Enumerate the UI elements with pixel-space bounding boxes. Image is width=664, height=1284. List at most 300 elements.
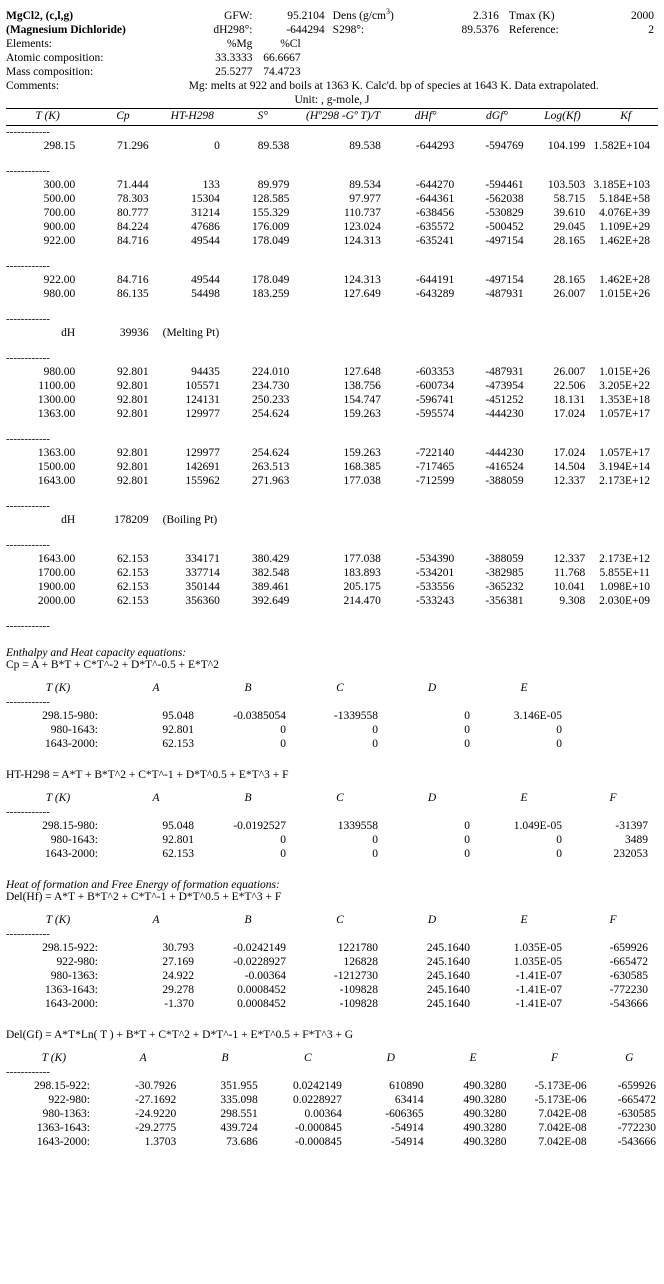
table-cell: -594461 — [485, 178, 524, 191]
table-cell: 0 — [464, 737, 470, 750]
table-cell: 92.801 — [162, 723, 194, 736]
table-cell: 142691 — [185, 460, 220, 473]
tmax-value: 2000 — [631, 9, 654, 22]
table-cell: 54498 — [191, 287, 220, 300]
table-cell: 1363-1643: — [44, 983, 98, 996]
coefficient-col-header: T (K) — [45, 791, 71, 804]
table-cell: 1300.00 — [37, 393, 76, 406]
table-cell: -533556 — [415, 580, 455, 593]
table-cell: 155.329 — [251, 206, 290, 219]
table-cell: 0.0228927 — [293, 1093, 342, 1106]
table-cell: 263.513 — [251, 460, 290, 473]
section-title: Enthalpy and Heat capacity equations: — [6, 646, 187, 659]
table-cell: 159.263 — [343, 446, 381, 459]
table-cell: 84.716 — [116, 273, 149, 286]
table-cell: 0 — [280, 833, 286, 846]
dash-separator: ------------ — [6, 165, 50, 178]
table-cell: 0 — [372, 847, 378, 860]
table-cell: 1.462E+28 — [599, 273, 650, 286]
table-cell: 490.3280 — [463, 1093, 507, 1106]
equation-section — [0, 647, 664, 751]
table-cell: 62.153 — [162, 737, 194, 750]
table-row — [6, 1093, 664, 1107]
spacer-row — [6, 608, 658, 620]
table-row — [6, 178, 658, 192]
table-cell: 7.042E-08 — [538, 1135, 587, 1148]
spacer-row — [6, 248, 658, 260]
table-row — [6, 460, 658, 474]
table-cell: 1500.00 — [37, 460, 76, 473]
table-cell: 103.503 — [547, 178, 586, 191]
table-cell: 92.801 — [116, 460, 149, 473]
table-cell: 97.977 — [349, 192, 381, 205]
table-cell: 254.624 — [251, 446, 290, 459]
table-cell: -382985 — [485, 566, 524, 579]
dash-separator-row — [6, 539, 658, 552]
table-cell: 254.624 — [251, 407, 290, 420]
table-cell: -0.0242149 — [233, 941, 286, 954]
coefficient-col-header: C — [336, 913, 344, 926]
table-cell: -29.2775 — [135, 1121, 177, 1134]
table-cell: -630585 — [609, 969, 648, 982]
table-cell: 2000.00 — [37, 594, 76, 607]
table-cell: 155962 — [185, 474, 220, 487]
dash-separator: ------------ — [6, 927, 50, 940]
table-cell: 298.551 — [220, 1107, 258, 1120]
table-cell: 29.045 — [553, 220, 586, 233]
table-cell: 92.801 — [116, 393, 149, 406]
mass-mg-value: 25.5277 — [215, 65, 253, 78]
dash-separator-row — [6, 260, 658, 273]
table-cell: -473954 — [485, 379, 524, 392]
section-equation: Del(Hf) = A*T + B*T^2 + C*T^-1 + D*T^0.5 + E*T^3 + F — [6, 890, 282, 903]
coefficient-col-header: C — [336, 681, 344, 694]
table-cell: 92.801 — [116, 474, 149, 487]
comments-label: Comments: — [6, 79, 60, 92]
equation-section — [0, 879, 664, 1011]
table-row — [6, 234, 658, 248]
table-cell: 922-980: — [56, 955, 98, 968]
table-cell: 1900.00 — [37, 580, 76, 593]
table-cell: -534390 — [415, 552, 455, 565]
table-cell: 0 — [556, 737, 562, 750]
column-label-mg: %Mg — [226, 37, 253, 50]
dh298-label: dH298°: — [213, 23, 253, 36]
table-cell: 245.1640 — [426, 955, 470, 968]
table-cell: 0 — [280, 847, 286, 860]
table-cell: 73.686 — [226, 1135, 258, 1148]
col-header-ht-h298: HT-H298 — [170, 109, 214, 122]
table-cell: 80.777 — [116, 206, 149, 219]
table-cell: 1643-2000: — [44, 997, 98, 1010]
col-header-kf: Kf — [620, 109, 632, 122]
coefficient-col-header: B — [244, 791, 252, 804]
phase-transition-row — [6, 513, 658, 527]
table-cell: -444230 — [485, 407, 524, 420]
table-row — [6, 566, 658, 580]
table-cell: 1643-2000: — [44, 737, 98, 750]
table-cell: -772230 — [609, 983, 648, 996]
table-cell: 62.153 — [162, 847, 194, 860]
table-cell: 49544 — [191, 234, 220, 247]
table-cell: 10.041 — [553, 580, 586, 593]
table-cell: -1339558 — [333, 709, 378, 722]
table-cell: 14.504 — [553, 460, 586, 473]
table-row — [6, 941, 656, 955]
section-equation: Del(Gf) = A*T*Ln( T ) + B*T + C*T^2 + D*T^-1 + E*T^0.5 + F*T^3 + G — [6, 1028, 354, 1041]
header-row-comments — [6, 79, 654, 93]
table-row — [6, 273, 658, 287]
coefficient-table — [6, 791, 656, 861]
table-cell: 138.756 — [343, 379, 381, 392]
table-cell: 105571 — [185, 379, 220, 392]
table-cell: 205.175 — [343, 580, 381, 593]
main-table-body — [6, 126, 658, 633]
table-cell: 0.00364 — [304, 1107, 342, 1120]
table-cell: -1.41E-07 — [515, 983, 562, 996]
table-cell: 1339558 — [337, 819, 378, 832]
table-cell: 9.308 — [559, 594, 586, 607]
table-cell: -644293 — [415, 139, 455, 152]
density-label-superscript: 3 — [386, 7, 391, 16]
density-label: Dens $(g/cm^3)$ — [332, 7, 394, 22]
table-cell: 439.724 — [220, 1121, 258, 1134]
table-cell: 232053 — [613, 847, 648, 860]
dash-separator: ------------ — [6, 805, 50, 818]
table-row — [6, 819, 656, 833]
table-cell: -497154 — [485, 234, 524, 247]
equation-section — [0, 769, 664, 861]
table-cell: -543666 — [617, 1135, 656, 1148]
table-cell: 1643.00 — [37, 552, 76, 565]
table-row — [6, 983, 656, 997]
s298-value: 89.5376 — [461, 23, 499, 36]
table-cell: 0.0008452 — [237, 997, 286, 1010]
table-cell: 980-1363: — [50, 969, 98, 982]
table-row — [6, 955, 656, 969]
table-cell: -562038 — [485, 192, 524, 205]
main-table-header-row — [6, 109, 658, 125]
table-cell: 84.716 — [116, 234, 149, 247]
table-cell: 22.506 — [553, 379, 586, 392]
table-cell: 62.153 — [116, 580, 149, 593]
table-row — [6, 997, 656, 1011]
equation-section — [0, 1029, 664, 1149]
dash-separator-row — [6, 313, 658, 326]
table-row — [6, 192, 658, 206]
table-cell: 0 — [372, 737, 378, 750]
table-cell: -388059 — [485, 552, 524, 565]
coefficient-col-header: A — [139, 1051, 147, 1064]
table-cell: 0.0008452 — [237, 983, 286, 996]
dash-separator: ------------ — [6, 620, 50, 633]
table-cell: 71.444 — [116, 178, 149, 191]
table-cell: 39.610 — [553, 206, 586, 219]
table-cell: 123.024 — [343, 220, 381, 233]
dash-separator-row — [6, 352, 658, 365]
table-cell: -772230 — [617, 1121, 656, 1134]
table-cell: 63414 — [394, 1093, 424, 1106]
table-cell: -534201 — [415, 566, 455, 579]
coefficient-col-header: B — [244, 681, 252, 694]
table-cell: 2.173E+12 — [599, 474, 650, 487]
table-cell: 104.199 — [547, 139, 586, 152]
table-cell: -0.0385054 — [233, 709, 286, 722]
table-cell: 71.296 — [116, 139, 149, 152]
header-row-title — [6, 6, 654, 23]
reference-label: Reference: — [508, 23, 559, 36]
table-cell: -27.1692 — [135, 1093, 177, 1106]
coefficient-col-header: D — [427, 791, 437, 804]
table-cell: 92.801 — [116, 365, 149, 378]
table-cell: -5.173E-06 — [534, 1093, 587, 1106]
dash-separator: ------------ — [6, 126, 50, 139]
table-cell: 129977 — [185, 407, 220, 420]
table-cell: 490.3280 — [463, 1121, 507, 1134]
table-cell: 177.038 — [343, 552, 381, 565]
table-cell: 1.049E-05 — [513, 819, 562, 832]
table-cell: 29.278 — [162, 983, 194, 996]
table-cell: -600734 — [415, 379, 455, 392]
table-cell: 337714 — [185, 566, 220, 579]
table-cell: 351.955 — [220, 1079, 258, 1092]
table-cell: 900.00 — [43, 220, 76, 233]
table-cell: 133 — [202, 178, 220, 191]
dash-separator: ------------ — [6, 313, 50, 326]
table-row — [6, 365, 658, 379]
table-cell: -444230 — [485, 446, 524, 459]
table-cell: -530829 — [485, 206, 524, 219]
spacer-row — [6, 153, 658, 165]
table-cell: 0 — [372, 723, 378, 736]
table-cell: -1.41E-07 — [515, 969, 562, 982]
table-cell: -30.7926 — [135, 1079, 177, 1092]
spacer-row — [6, 527, 658, 539]
dash-separator-row — [6, 1065, 664, 1079]
table-cell: 84.224 — [116, 220, 149, 233]
table-cell: 1.462E+28 — [599, 234, 650, 247]
table-cell: -712599 — [415, 474, 455, 487]
col-header-dhf: dHf° — [414, 109, 437, 122]
table-cell: -644361 — [415, 192, 455, 205]
table-cell: -0.000845 — [294, 1135, 342, 1148]
table-cell: 15304 — [191, 192, 220, 205]
table-cell: -109828 — [339, 983, 378, 996]
table-cell: 7.042E-08 — [538, 1107, 587, 1120]
mass-cl-value: 74.4723 — [263, 65, 301, 78]
col-header-gibbs-function: (Hº298 -Gº T)/T — [306, 109, 381, 122]
table-cell: -635241 — [415, 234, 455, 247]
dash-separator: ------------ — [6, 500, 50, 513]
table-cell: 490.3280 — [463, 1079, 507, 1092]
table-cell: 380.429 — [251, 552, 290, 565]
table-cell: -500452 — [485, 220, 524, 233]
table-cell: 0 — [556, 847, 562, 860]
coefficient-col-header: C — [304, 1051, 312, 1064]
table-cell: 1.035E-05 — [513, 955, 562, 968]
table-cell: 922.00 — [43, 234, 76, 247]
gfw-label: GFW: — [224, 9, 253, 22]
table-cell: 0 — [556, 723, 562, 736]
table-cell: 356360 — [185, 594, 220, 607]
table-cell: 980-1363: — [42, 1107, 90, 1120]
table-row — [6, 709, 570, 723]
table-cell: 0 — [464, 723, 470, 736]
table-cell: 168.385 — [343, 460, 381, 473]
table-cell: 0 — [556, 833, 562, 846]
coefficient-col-header: D — [427, 913, 437, 926]
table-cell: 92.801 — [162, 833, 194, 846]
table-cell: -54914 — [391, 1135, 424, 1148]
table-cell: 183.259 — [251, 287, 290, 300]
table-cell: -596741 — [415, 393, 455, 406]
gfw-value: 95.2104 — [287, 9, 325, 22]
table-cell: -497154 — [485, 273, 524, 286]
table-cell: 1.015E+26 — [599, 287, 650, 300]
table-row — [6, 580, 658, 594]
table-cell: 0 — [280, 737, 286, 750]
table-cell: -644270 — [415, 178, 455, 191]
table-cell: -665472 — [617, 1093, 656, 1106]
table-cell: -717465 — [415, 460, 455, 473]
table-cell: 1643-2000: — [36, 1135, 90, 1148]
table-cell: 298.15-922: — [33, 1079, 90, 1092]
coefficient-col-header: A — [152, 913, 160, 926]
dash-separator-row — [6, 165, 658, 178]
table-cell: 89.538 — [257, 139, 290, 152]
table-cell: 1.098E+10 — [599, 580, 650, 593]
table-cell: -24.9220 — [135, 1107, 177, 1120]
table-cell: 500.00 — [43, 192, 76, 205]
table-cell: 245.1640 — [426, 997, 470, 1010]
table-cell: 47686 — [191, 220, 220, 233]
table-cell: 89.979 — [257, 178, 290, 191]
dash-separator-row — [6, 126, 658, 139]
table-cell: 3489 — [625, 833, 648, 846]
table-cell: 12.337 — [553, 552, 586, 565]
transition-value: 39936 — [119, 326, 149, 339]
table-cell: 0 — [464, 819, 470, 832]
dash-separator-row — [6, 805, 656, 819]
spacer-row — [6, 301, 658, 313]
header-row-elements — [6, 37, 654, 51]
dash-separator: ------------ — [6, 352, 50, 365]
table-cell: 95.048 — [162, 819, 194, 832]
table-cell: 980-1643: — [50, 833, 98, 846]
table-cell: -365232 — [485, 580, 524, 593]
table-cell: -638456 — [415, 206, 455, 219]
reference-value: 2 — [648, 23, 654, 36]
table-cell: -487931 — [485, 287, 524, 300]
coefficient-col-header: D — [427, 681, 437, 694]
table-cell: 350144 — [185, 580, 220, 593]
table-cell: 124.313 — [343, 273, 381, 286]
table-cell: -595574 — [415, 407, 455, 420]
table-cell: 0.0242149 — [293, 1079, 342, 1092]
dash-separator: ------------ — [6, 695, 50, 708]
table-cell: -722140 — [415, 446, 455, 459]
species-header-table — [6, 6, 654, 93]
table-cell: -644191 — [415, 273, 455, 286]
coefficient-col-header: A — [152, 681, 160, 694]
header-row-subtitle — [6, 23, 654, 37]
table-cell: 389.461 — [251, 580, 290, 593]
table-cell: 1700.00 — [37, 566, 76, 579]
table-cell: 298.15-922: — [42, 941, 98, 954]
table-row — [6, 220, 658, 234]
table-cell: 129977 — [185, 446, 220, 459]
dash-separator: ------------ — [6, 539, 50, 552]
coefficient-col-header: E — [520, 681, 528, 694]
header-row-atomic — [6, 51, 654, 65]
table-row — [6, 407, 658, 421]
table-row — [6, 446, 658, 460]
table-cell: 980.00 — [43, 287, 76, 300]
table-cell: 154.747 — [343, 393, 381, 406]
coefficient-col-header: D — [386, 1051, 395, 1064]
table-cell: 62.153 — [116, 594, 149, 607]
table-row — [6, 847, 656, 861]
phase-transition-row — [6, 326, 658, 340]
table-row — [6, 552, 658, 566]
table-cell: 1.057E+17 — [599, 407, 650, 420]
table-cell: 24.922 — [162, 969, 194, 982]
table-cell: 1.109E+29 — [599, 220, 650, 233]
table-cell: 1363.00 — [37, 407, 76, 420]
coefficient-col-header: T (K) — [41, 1051, 67, 1064]
table-cell: -1.370 — [164, 997, 194, 1010]
species-formula: MgCl2, (c,l,g) — [6, 9, 74, 22]
table-cell: -643289 — [415, 287, 455, 300]
table-cell: 700.00 — [43, 206, 76, 219]
table-cell: 250.233 — [251, 393, 290, 406]
section-title: Heat of formation and Free Energy of formation equations: — [6, 878, 280, 891]
table-cell: 28.165 — [553, 273, 586, 286]
spacer-row — [6, 340, 658, 352]
table-cell: 2.173E+12 — [599, 552, 650, 565]
table-cell: 490.3280 — [463, 1135, 507, 1148]
mass-composition-label: Mass composition: — [6, 65, 94, 78]
table-cell: -1212730 — [333, 969, 378, 982]
table-cell: 1.035E-05 — [513, 941, 562, 954]
table-cell: -0.0192527 — [233, 819, 286, 832]
table-cell: -0.000845 — [294, 1121, 342, 1134]
table-cell: -630585 — [617, 1107, 656, 1120]
table-cell: -665472 — [609, 955, 648, 968]
table-cell: 245.1640 — [426, 941, 470, 954]
table-cell: 5.184E+58 — [599, 192, 650, 205]
table-cell: 224.010 — [251, 365, 290, 378]
table-cell: 980.00 — [43, 365, 76, 378]
coefficient-col-header: C — [336, 791, 344, 804]
atomic-composition-label: Atomic composition: — [6, 51, 104, 64]
table-cell: 271.963 — [251, 474, 290, 487]
table-cell: 7.042E-08 — [538, 1121, 587, 1134]
table-cell: -54914 — [391, 1121, 424, 1134]
table-cell: 126828 — [343, 955, 378, 968]
elements-label: Elements: — [6, 37, 52, 50]
table-row — [6, 723, 570, 737]
table-cell: 335.098 — [220, 1093, 258, 1106]
table-cell: 214.470 — [343, 594, 381, 607]
table-cell: 28.165 — [553, 234, 586, 247]
dash-separator: ------------ — [6, 1065, 50, 1078]
table-cell: 27.169 — [162, 955, 194, 968]
table-cell: 1363-1643: — [36, 1121, 90, 1134]
table-cell: -451252 — [485, 393, 524, 406]
table-cell: -659926 — [609, 941, 648, 954]
col-header-log-kf: Log(Kf) — [544, 109, 581, 122]
